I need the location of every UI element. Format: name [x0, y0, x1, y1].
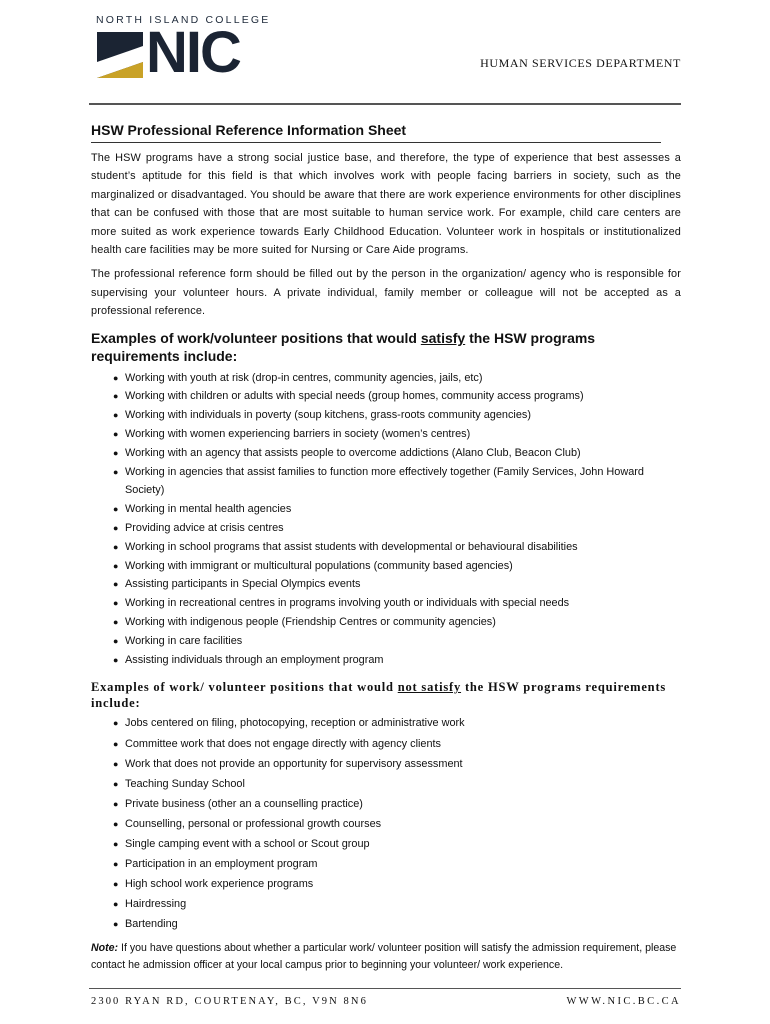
- bullet-icon: ●: [113, 617, 119, 628]
- bullet-icon: ●: [113, 466, 119, 477]
- list-item: ● Working with women experiencing barriers in society (women’s centres): [125, 425, 681, 444]
- main-content: [91, 120, 681, 974]
- not-satisfy-heading-post: the HSW programs requirements include:: [91, 680, 667, 711]
- bullet-icon: ●: [113, 778, 119, 789]
- bullet-icon: ●: [113, 654, 119, 665]
- not-satisfy-heading-pre: Examples of work/ volunteer positions that would: [91, 680, 398, 695]
- bullet-icon: ●: [113, 579, 119, 590]
- list-item: ● Private business (other an a counselling practice): [125, 794, 681, 814]
- list-item: ● Working with youth at risk (drop-in centres, community agencies, jails, etc): [125, 369, 681, 388]
- list-item: ● High school work experience programs: [125, 874, 681, 894]
- not-satisfy-list: [91, 713, 681, 934]
- list-item: ● Single camping event with a school or Scout group: [125, 834, 681, 854]
- list-item: ● Working with individuals in poverty (soup kitchens, grass-roots community agencies): [125, 406, 681, 425]
- bullet-icon: ●: [113, 429, 119, 440]
- bullet-icon: ●: [113, 859, 119, 870]
- list-item: ● Working in recreational centres in programs involving youth or individuals with special needs: [125, 594, 681, 613]
- bullet-icon: ●: [113, 758, 119, 769]
- list-item: ● Working in care facilities: [125, 632, 681, 651]
- list-item: ● Teaching Sunday School: [125, 774, 681, 794]
- bullet-icon: ●: [113, 879, 119, 890]
- title-underline: [91, 142, 661, 143]
- list-item: ● Working with indigenous people (Friendship Centres or community agencies): [125, 613, 681, 632]
- bullet-icon: ●: [113, 504, 119, 515]
- bullet-icon: ●: [113, 919, 119, 930]
- bullet-icon: ●: [113, 410, 119, 421]
- logo-wordmark: NIC: [146, 20, 240, 85]
- note-label: Note:: [91, 942, 119, 955]
- list-item: ● Assisting individuals through an employment program: [125, 651, 681, 670]
- satisfy-heading-emphasis: satisfy: [420, 329, 466, 346]
- list-item: ● Counselling, personal or professional growth courses: [125, 814, 681, 834]
- satisfy-list: [91, 369, 681, 670]
- list-item: ● Jobs centered on filing, photocopying, reception or administrative work: [125, 713, 681, 733]
- list-item: ● Participation in an employment program: [125, 854, 681, 874]
- page-title: HSW Professional Reference Information Sheet: [91, 122, 407, 138]
- list-item: ● Working in mental health agencies: [125, 500, 681, 519]
- satisfy-heading-post: the HSW programs requirements include:: [91, 329, 596, 364]
- list-item: ● Assisting participants in Special Olympics events: [125, 575, 681, 594]
- bullet-icon: ●: [113, 798, 119, 809]
- footer-address: 2300 RYAN RD, COURTENAY, BC, V9N 8N6: [91, 996, 368, 1007]
- list-item: ● Bartending: [125, 914, 681, 934]
- bullet-icon: ●: [113, 560, 119, 571]
- not-satisfy-heading-emphasis: not satisfy: [397, 680, 462, 695]
- bullet-icon: ●: [113, 818, 119, 829]
- list-item: ● Work that does not provide an opportunity for supervisory assessment: [125, 754, 681, 774]
- nic-logo: [96, 14, 271, 85]
- bullet-icon: ●: [113, 447, 119, 458]
- bullet-icon: ●: [113, 635, 119, 646]
- list-item: ● Hairdressing: [125, 894, 681, 914]
- list-item: ● Working in school programs that assist students with developmental or behavioural disabilities: [125, 538, 681, 557]
- bullet-icon: ●: [113, 541, 119, 552]
- list-item: ● Providing advice at crisis centres: [125, 519, 681, 538]
- list-item: ● Working with an agency that assists people to overcome addictions (Alano Club, Beacon Club): [125, 444, 681, 463]
- note-text: If you have questions about whether a particular work/ volunteer position will satisfy the admission requirement, please contact he admission officer at your local campus prior to beginning your volunteer/ work experience.: [91, 942, 677, 972]
- reference-paragraph: The professional reference form should be filled out by the person in the organization/ agency who is responsible for supervising your volunteer hours. A private individual, family member or colleague will not be accepted as a professional reference.: [91, 268, 681, 318]
- bullet-icon: ●: [113, 838, 119, 849]
- college-name: NORTH ISLAND COLLEGE: [96, 14, 271, 26]
- list-item: ● Working in agencies that assist families to function more effectively together (Family Services, John Howard Society): [125, 463, 681, 501]
- bullet-icon: ●: [113, 718, 119, 729]
- header-divider: [89, 103, 681, 105]
- list-item: ● Working with children or adults with special needs (group homes, community access programs): [125, 387, 681, 406]
- footer-divider: [89, 988, 681, 989]
- note-paragraph: [91, 940, 681, 974]
- bullet-icon: ●: [113, 372, 119, 383]
- list-item: ● Committee work that does not engage directly with agency clients: [125, 734, 681, 754]
- bullet-icon: ●: [113, 598, 119, 609]
- department-name: HUMAN SERVICES DEPARTMENT: [480, 56, 681, 70]
- satisfy-heading: [91, 329, 681, 365]
- intro-paragraph: The HSW programs have a strong social justice base, and therefore, the type of experience that best assesses a student’s aptitude for this field is that which involves work with people facing barriers in society, such as the marginalized or disadvantaged. You should be aware that there are work experience environments for other disciplines that can be confused with those that are most suitable to human service work. For example, child care centers are more suited as work experience towards Early Childhood Education. Volunteer work in hospitals or institutionalized health care facilities may be more suited for Nursing or Care Aide programs.: [91, 152, 681, 257]
- bullet-icon: ●: [113, 523, 119, 534]
- not-satisfy-heading: [91, 679, 681, 711]
- footer-website: WWW.NIC.BC.CA: [566, 996, 681, 1007]
- bullet-icon: ●: [113, 391, 119, 402]
- bullet-icon: ●: [113, 899, 119, 910]
- logo-mark-icon: [97, 32, 143, 78]
- bullet-icon: ●: [113, 738, 119, 749]
- list-item: ● Working with immigrant or multicultural populations (community based agencies): [125, 557, 681, 576]
- satisfy-heading-pre: Examples of work/volunteer positions that would: [91, 329, 421, 346]
